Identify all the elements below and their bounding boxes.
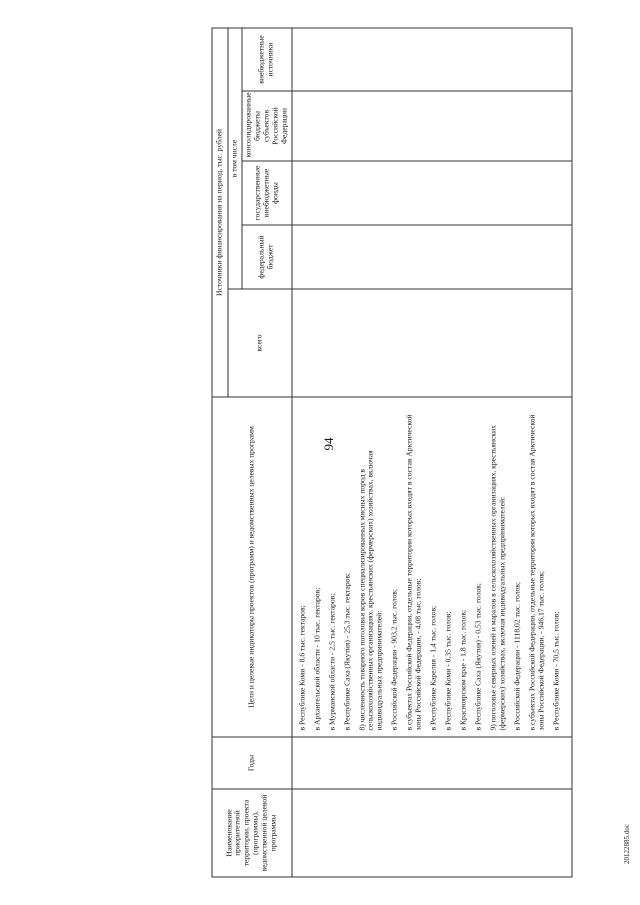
header-state-funds: государственные внебюджетные фонды (242, 161, 292, 225)
funding-table (212, 28, 573, 878)
list-item: в субъектах Российской Федерации, отдельные территории которых входят в состав Арктической зоны Российской Федерации, - 4,08 тыс. голов; (404, 414, 423, 731)
header-goals: Цели и целевые индикаторы проектов (программ) и ведомственных целевых программ (212, 397, 292, 737)
list-item: в Республике Коми - 8,6 тыс. гектаров; (297, 605, 307, 731)
list-item: в Красноярском крае - 1,8 тыс. голов; (458, 609, 468, 731)
cell-total (292, 289, 572, 397)
header-including: в том числе (228, 28, 242, 289)
cell-federal (292, 225, 572, 289)
cell-years (292, 737, 572, 789)
list-item: 8) численность товарного поголовья коров специализированных мясных пород в сельскохозяйственных организациях, крестьянских (фермерских) хозяйствах, включая индивидуальных предпринимателей: (357, 450, 384, 731)
header-years: Годы (212, 737, 292, 789)
header-federal: федеральный бюджет (242, 225, 292, 289)
header-consolidated: консолидированные бюджеты субъектов Российской Федерации (242, 91, 292, 161)
list-item: в Российской Федерации - 1118,02 тыс. голов; (512, 582, 522, 731)
cell-extra (292, 28, 572, 91)
list-item: в Архангельской области - 10 тыс. гектаров; (312, 587, 322, 731)
list-item: в Республике Коми - 70,5 тыс. голов; (551, 611, 561, 731)
cell-state-funds (292, 161, 572, 225)
list-item: в Республике Коми - 0,35 тыс. голов; (443, 611, 453, 731)
page-number: 94 (321, 437, 336, 451)
cell-consolidated (292, 91, 572, 161)
cell-name (292, 789, 572, 877)
list-item: в Российской Федерации - 903,2 тыс. голов; (389, 589, 399, 731)
list-item: в субъектах Российской Федерации, отдельные территории которых входят в состав Арктической зоны Российской Федерации, - 946,17 тыс. голов; (527, 414, 546, 731)
header-total: всего (228, 289, 292, 397)
header-funding: Источники финансирования на период, тыс. рублей (212, 28, 228, 397)
list-item: в Республике Саха (Якутия) - 25,3 тыс. гектаров; (342, 572, 352, 731)
list-item: в Республике Саха (Якутия) - 0,53 тыс. голов; (473, 583, 483, 731)
list-item: в Республике Карелия - 1,4 тыс. голов; (428, 605, 438, 731)
header-name: Наименование приоритетной территории, проекта (программы), ведомственной целевой программы (212, 789, 292, 877)
document-code: 20122885.doc (623, 824, 631, 864)
list-item: в Мурманской области - 2,5 тыс. гектаров; (327, 593, 337, 731)
funding-table-sheet (212, 29, 561, 878)
list-item: 9) поголовье северных оленей и маралов в сельскохозяйственных организациях, крестьянских (фермерских) хозяйствах, включая индивидуальных предпринимателей: (488, 425, 507, 731)
header-extra: внебюджетные источники (242, 28, 292, 91)
goals-items-cell (292, 397, 572, 737)
